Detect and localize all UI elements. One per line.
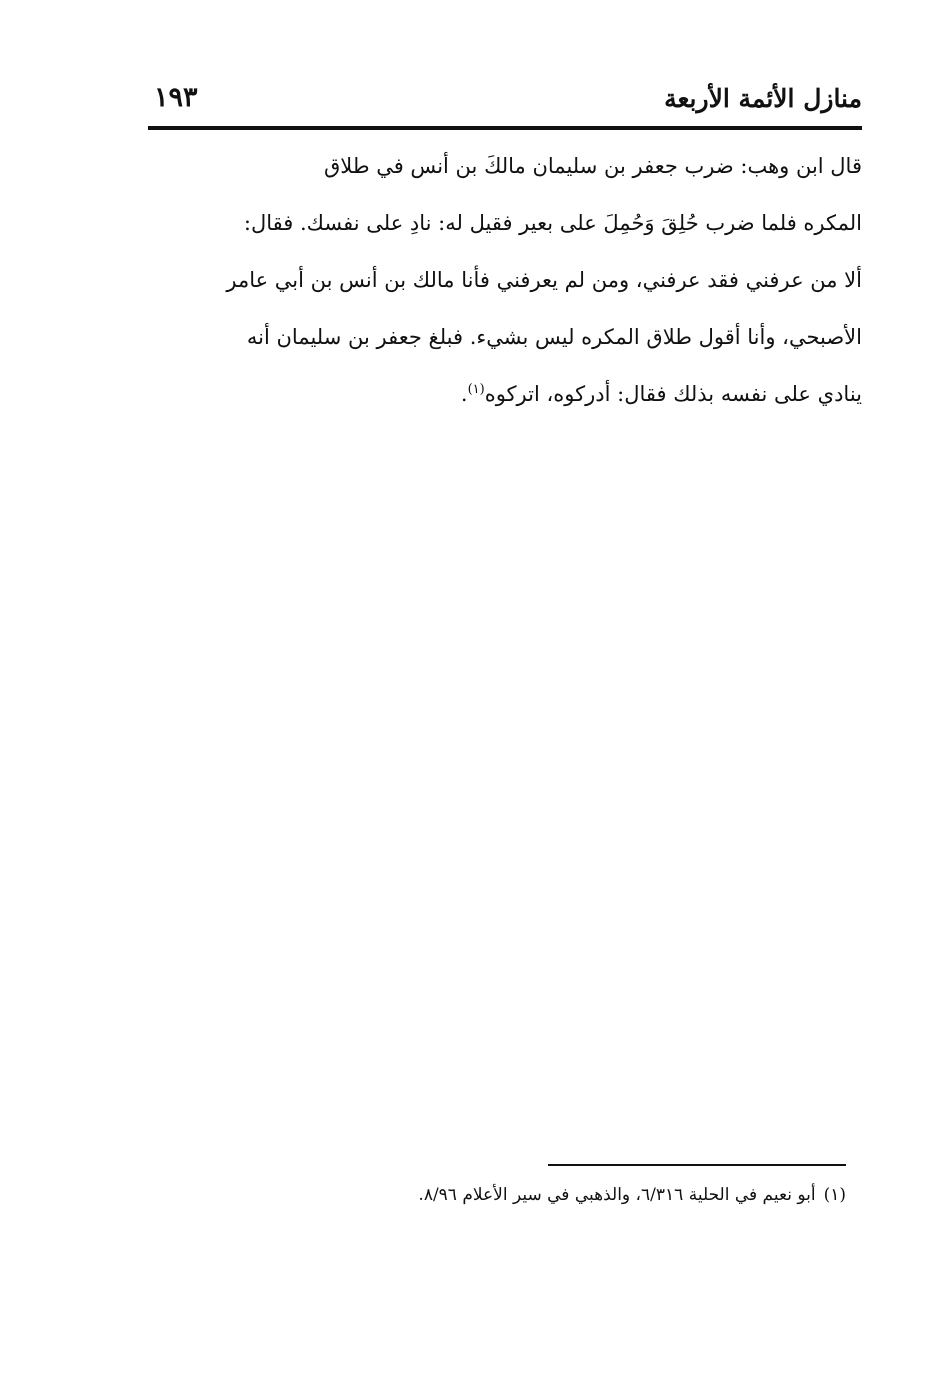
text-line: قال ابن وهب: ضرب جعفر بن سليمان مالكَ بن أنس في طلاق bbox=[324, 154, 862, 178]
text-line: الأصبحي، وأنا أقول طلاق المكره ليس بشيء. فبلغ جعفر بن سليمان أنه bbox=[246, 325, 862, 349]
sentence-period: . bbox=[460, 382, 468, 406]
text-line: المكره فلما ضرب حُلِقَ وَحُمِلَ على بعير فقيل له: نادِ على نفسك. فقال: bbox=[243, 211, 862, 235]
page-number: ١٩٣ bbox=[154, 82, 198, 113]
header-rule bbox=[148, 126, 862, 130]
footnote-reference[interactable]: (١) bbox=[467, 382, 485, 397]
text-line: ينادي على نفسه بذلك فقال: أدركوه، اتركوه bbox=[484, 382, 862, 406]
text-line-last bbox=[148, 366, 862, 423]
footnote-separator bbox=[548, 1164, 846, 1166]
text-line: ألا من عرفني فقد عرفني، ومن لم يعرفني فأنا مالك بن أنس بن أبي عامر bbox=[226, 268, 862, 292]
main-text bbox=[148, 138, 862, 423]
footnote-1 bbox=[200, 1180, 846, 1210]
footnote-number: (١) bbox=[823, 1185, 846, 1205]
footnote-text: أبو نعيم في الحلية ٦/٣١٦، والذهبي في سير الأعلام ٨/٩٦. bbox=[418, 1185, 816, 1205]
page-header bbox=[148, 78, 862, 124]
running-title: منازل الأئمة الأربعة bbox=[664, 84, 862, 113]
